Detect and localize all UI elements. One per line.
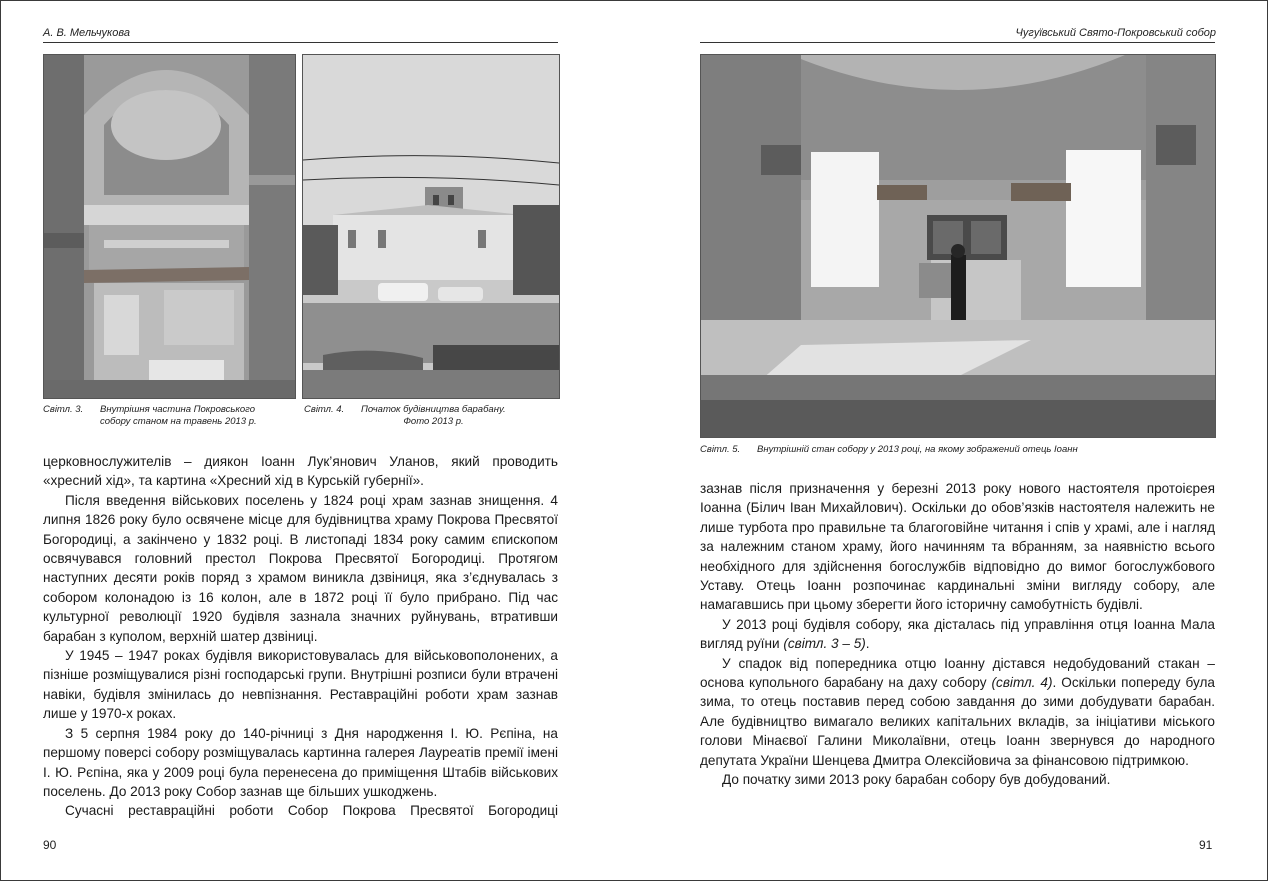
- paragraph: зазнав після призначення у березні 2013 року нового настоятеля протоієрея Іоанна (Білич Іван Михайлович). Оскільки до обов’язків настоятеля належить не лише турбота про правильне та благоговійне читання і спів у храмі, але і нагляд за належним станом храму, його начинням та вбранням, за наявністю всього необхідного для здійснення богослужбів відповідно до вимог богослужбового Уставу. Отець Іоанн розпочинає кардинальні зміни вигляду собору, але намагавшись при цьому зберегти його історичну самобутність будівлі.: [700, 481, 1215, 613]
- paragraph: З 5 серпня 1984 року до 140-річниці з Дня народження І. Ю. Рєпіна, на першому поверсі собору розміщувалась картинна галерея Лауреатів премії імені І. Ю. Рєпіна, яка у 2009 році була перенесена до приміщення Штабів військових поселень. До 2013 року Собор зазнав ще більших ушкоджень.: [43, 725, 558, 799]
- caption-label: Світл. 3.: [43, 404, 84, 415]
- paragraph-text: .: [865, 636, 870, 652]
- left-running-head: А. В. Мельчукова: [43, 27, 130, 39]
- paragraph: До початку зими 2013 року барабан собору був добудований.: [722, 772, 1111, 788]
- right-page-number: 91: [1199, 838, 1213, 852]
- figure-reference: (світл. 4): [991, 675, 1053, 691]
- caption-label: Світл. 4.: [304, 404, 345, 415]
- right-body-text: [700, 479, 1215, 790]
- caption-line: Внутрішня частина Покровського: [100, 404, 255, 415]
- paragraph: У 1945 – 1947 роках будівля використовувалась для військовополонених, а пізніше розміщувалися різні господарські групи. Внутрішні розписи були втрачені навіки, будівля змінилась до невпізнання. Реставраційні роботи храм зазнав лише у 1970-х роках.: [43, 648, 558, 722]
- paragraph-text: . Оскільки попереду була зима, то отець поставив перед собою завдання до зими добудувати барабан. Але будівництво вимагало великих капітальних вкладів, за ініціативи міського голови Мінаєвої Галини Миколаївни, отець Іоанн звернувся до народного депутата України Шенцева Дмитра Олексійовича за фінансовою підтримкою.: [700, 675, 1215, 768]
- caption-photo-5: [700, 444, 1214, 458]
- paragraph-text: У 2013 році будівля собору, яка дісталась під управління отця Іоанна Мала вигляд руїни: [700, 616, 1215, 652]
- paragraph: [700, 654, 1215, 770]
- right-running-head: Чугуївський Свято-Покровський собор: [1015, 27, 1216, 39]
- caption-line: Початок будівництва барабану.: [361, 404, 506, 415]
- caption-label: Світл. 5.: [700, 444, 741, 455]
- right-header-rule: [700, 42, 1215, 43]
- caption-photo-3: [43, 404, 298, 430]
- paragraph: церковнослужителів – диякон Іоанн Лук’янович Уланов, який проводить «хресний хід», та картина «Хресний хід в Курській губернії».: [43, 454, 558, 489]
- caption-photo-4: [304, 404, 559, 430]
- paragraph: [700, 615, 1215, 654]
- caption-line: собору станом на травень 2013 р.: [100, 416, 257, 427]
- paragraph: Сучасні реставраційні роботи Собор Покрова Пресвятої Богородиці: [65, 803, 558, 819]
- caption-line: Внутрішній стан собору у 2013 році, на якому зображений отець Іоанн: [757, 444, 1078, 455]
- left-header-rule: [43, 42, 558, 43]
- paragraph-text: У спадок від попередника отцю Іоанну дістався недобудований стакан – основа купольного барабану на даху собору: [700, 655, 1215, 691]
- figure-reference: (світл. 3 – 5): [783, 636, 866, 652]
- caption-line: Фото 2013 р.: [403, 416, 464, 427]
- left-page-number: 90: [43, 838, 57, 852]
- photo-drum-construction: [302, 54, 560, 399]
- left-body-text: [43, 452, 558, 821]
- paragraph: Після введення військових поселень у 1824 році храм зазнав знищення. 4 липня 1826 року було освячене місце для будівництва храму Покрова Пресвятої Богородиці, а закінчено у 1832 році. В листопаді 1834 року самим єпископом освячувався головний престол Покрова Пресвятої Богородиці. Протягом наступних десяти років поряд з храмом виникла дзвіниця, яка з’єднувалась з собором колонадою із 16 колон, але в 1872 році її було прибрано. Під час культурної революції 1920 будівля зазнала значних руйнувань, втративши барабан з куполом, верхній шатер дзвіниці.: [43, 492, 558, 644]
- photo-church-interior: [43, 54, 296, 399]
- photo-interior-priest: [700, 54, 1216, 438]
